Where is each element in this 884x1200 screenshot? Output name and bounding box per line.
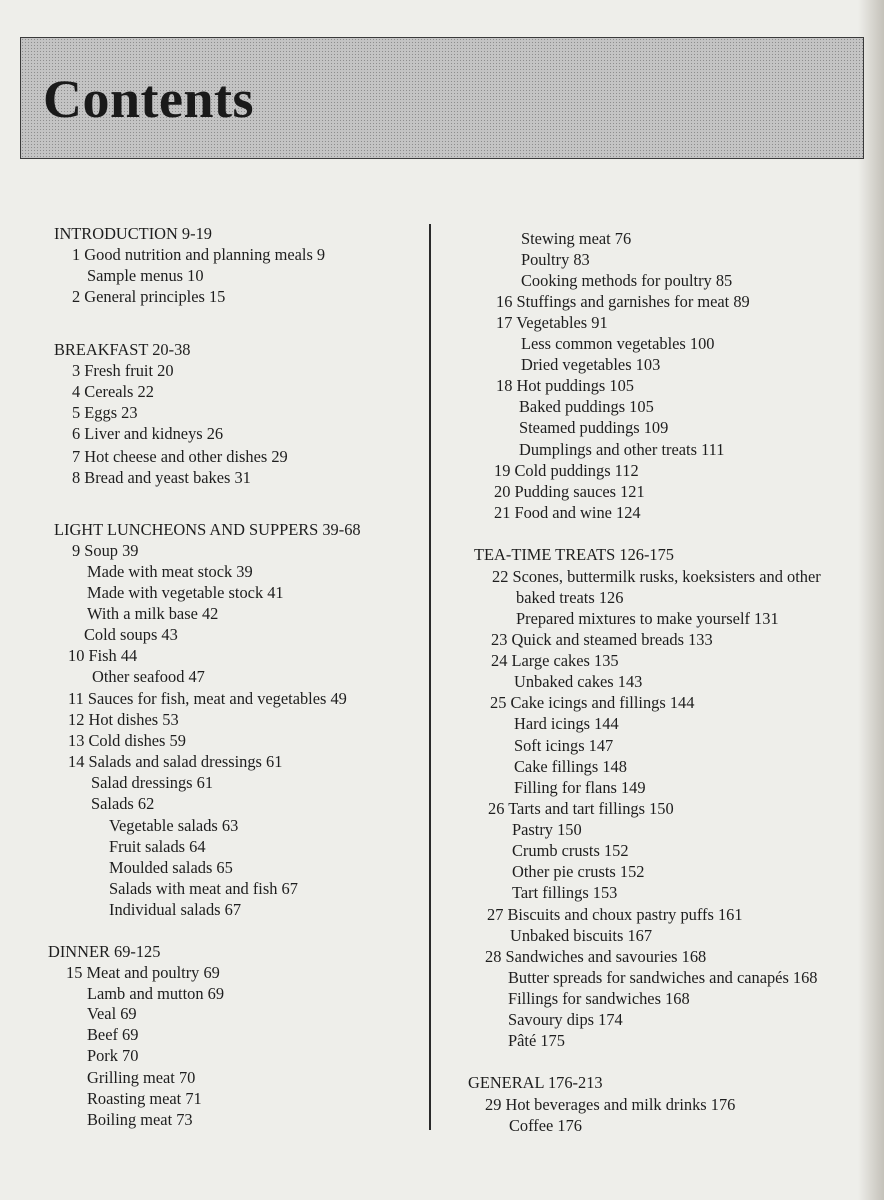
toc-entry: Pork 70 bbox=[87, 1046, 139, 1065]
toc-entry: Fruit salads 64 bbox=[109, 837, 206, 856]
toc-entry: Poultry 83 bbox=[521, 250, 590, 269]
toc-entry: 28 Sandwiches and savouries 168 bbox=[485, 947, 707, 966]
toc-entry: Vegetable salads 63 bbox=[109, 816, 239, 835]
toc-entry: 20 Pudding sauces 121 bbox=[494, 482, 645, 501]
toc-entry: 1 Good nutrition and planning meals 9 bbox=[72, 245, 326, 264]
toc-entry: Boiling meat 73 bbox=[87, 1110, 193, 1129]
toc-entry: Grilling meat 70 bbox=[87, 1068, 196, 1087]
toc-entry: Steamed puddings 109 bbox=[519, 418, 669, 437]
toc-section-heading: GENERAL 176-213 bbox=[468, 1073, 603, 1092]
toc-entry: Moulded salads 65 bbox=[109, 858, 233, 877]
toc-entry: Veal 69 bbox=[87, 1004, 137, 1023]
toc-entry: Other pie crusts 152 bbox=[512, 862, 645, 881]
toc-entry: Baked puddings 105 bbox=[519, 397, 654, 416]
toc-entry: 11 Sauces for fish, meat and vegetables 49 bbox=[68, 689, 347, 708]
toc-entry: 14 Salads and salad dressings 61 bbox=[68, 752, 283, 771]
toc-entry: 9 Soup 39 bbox=[72, 541, 139, 560]
toc-entry: Less common vegetables 100 bbox=[521, 334, 715, 353]
toc-entry: 5 Eggs 23 bbox=[72, 403, 138, 422]
toc-section-heading: TEA-TIME TREATS 126-175 bbox=[474, 545, 675, 564]
toc-entry: Lamb and mutton 69 bbox=[87, 984, 225, 1003]
toc-entry: With a milk base 42 bbox=[87, 604, 219, 623]
toc-entry: Prepared mixtures to make yourself 131 bbox=[516, 609, 779, 628]
toc-entry: baked treats 126 bbox=[516, 588, 624, 607]
toc-entry: Dried vegetables 103 bbox=[521, 355, 661, 374]
toc-entry: 6 Liver and kidneys 26 bbox=[72, 424, 224, 443]
toc-entry: 18 Hot puddings 105 bbox=[496, 376, 634, 395]
toc-entry: 19 Cold puddings 112 bbox=[494, 461, 639, 480]
toc-entry: Other seafood 47 bbox=[92, 667, 205, 686]
toc-entry: 3 Fresh fruit 20 bbox=[72, 361, 174, 380]
toc-entry: Coffee 176 bbox=[509, 1116, 582, 1135]
toc-entry: Unbaked cakes 143 bbox=[514, 672, 643, 691]
toc-entry: Crumb crusts 152 bbox=[512, 841, 629, 860]
toc-entry: Stewing meat 76 bbox=[521, 229, 632, 248]
toc-entry: Cooking methods for poultry 85 bbox=[521, 271, 733, 290]
toc-entry: 21 Food and wine 124 bbox=[494, 503, 641, 522]
toc-entry: Beef 69 bbox=[87, 1025, 139, 1044]
toc-entry: Soft icings 147 bbox=[514, 736, 614, 755]
toc-entry: 26 Tarts and tart fillings 150 bbox=[488, 799, 674, 818]
toc-entry: 29 Hot beverages and milk drinks 176 bbox=[485, 1095, 736, 1114]
toc-section-heading: INTRODUCTION 9-19 bbox=[54, 224, 212, 243]
toc-entry: 22 Scones, buttermilk rusks, koeksisters and other bbox=[492, 567, 821, 586]
toc-entry: Made with meat stock 39 bbox=[87, 562, 253, 581]
toc-entry: Savoury dips 174 bbox=[508, 1010, 623, 1029]
toc-entry: 2 General principles 15 bbox=[72, 287, 226, 306]
toc-entry: 27 Biscuits and choux pastry puffs 161 bbox=[487, 905, 743, 924]
toc-entry: Pâté 175 bbox=[508, 1031, 565, 1050]
toc-entry: 4 Cereals 22 bbox=[72, 382, 154, 401]
toc-entry: Tart fillings 153 bbox=[512, 883, 618, 902]
toc-entry: Sample menus 10 bbox=[87, 266, 204, 285]
toc-entry: Made with vegetable stock 41 bbox=[87, 583, 284, 602]
toc-entry: Salad dressings 61 bbox=[91, 773, 214, 792]
toc-entry: Unbaked biscuits 167 bbox=[510, 926, 653, 945]
toc-entry: Cake fillings 148 bbox=[514, 757, 627, 776]
toc-entry: 8 Bread and yeast bakes 31 bbox=[72, 468, 251, 487]
toc-section-heading: BREAKFAST 20-38 bbox=[54, 340, 191, 359]
toc-entry: Hard icings 144 bbox=[514, 714, 619, 733]
toc-entry: 24 Large cakes 135 bbox=[491, 651, 619, 670]
toc-entry: 23 Quick and steamed breads 133 bbox=[491, 630, 713, 649]
page-title: Contents bbox=[43, 69, 255, 129]
toc-section-heading: LIGHT LUNCHEONS AND SUPPERS 39-68 bbox=[54, 520, 361, 539]
toc-entry: Roasting meat 71 bbox=[87, 1089, 202, 1108]
toc-entry: Butter spreads for sandwiches and canapés 168 bbox=[508, 968, 818, 987]
toc-entry: 16 Stuffings and garnishes for meat 89 bbox=[496, 292, 750, 311]
toc-entry: Pastry 150 bbox=[512, 820, 582, 839]
toc-entry: 7 Hot cheese and other dishes 29 bbox=[72, 447, 288, 466]
toc-entry: Salads with meat and fish 67 bbox=[109, 879, 298, 898]
toc-entry: 12 Hot dishes 53 bbox=[68, 710, 179, 729]
toc-entry: 15 Meat and poultry 69 bbox=[66, 963, 220, 982]
toc-entry: Filling for flans 149 bbox=[514, 778, 646, 797]
toc-section-heading: DINNER 69-125 bbox=[48, 942, 161, 961]
toc-entry: Dumplings and other treats 111 bbox=[519, 440, 725, 459]
toc-entry: Individual salads 67 bbox=[109, 900, 242, 919]
toc-entry: Cold soups 43 bbox=[84, 625, 178, 644]
toc-entry: Fillings for sandwiches 168 bbox=[508, 989, 690, 1008]
toc-entry: Salads 62 bbox=[91, 794, 155, 813]
toc-entry: 13 Cold dishes 59 bbox=[68, 731, 186, 750]
toc-entry: 10 Fish 44 bbox=[68, 646, 138, 665]
toc-entry: 25 Cake icings and fillings 144 bbox=[490, 693, 695, 712]
toc-entry: 17 Vegetables 91 bbox=[496, 313, 608, 332]
